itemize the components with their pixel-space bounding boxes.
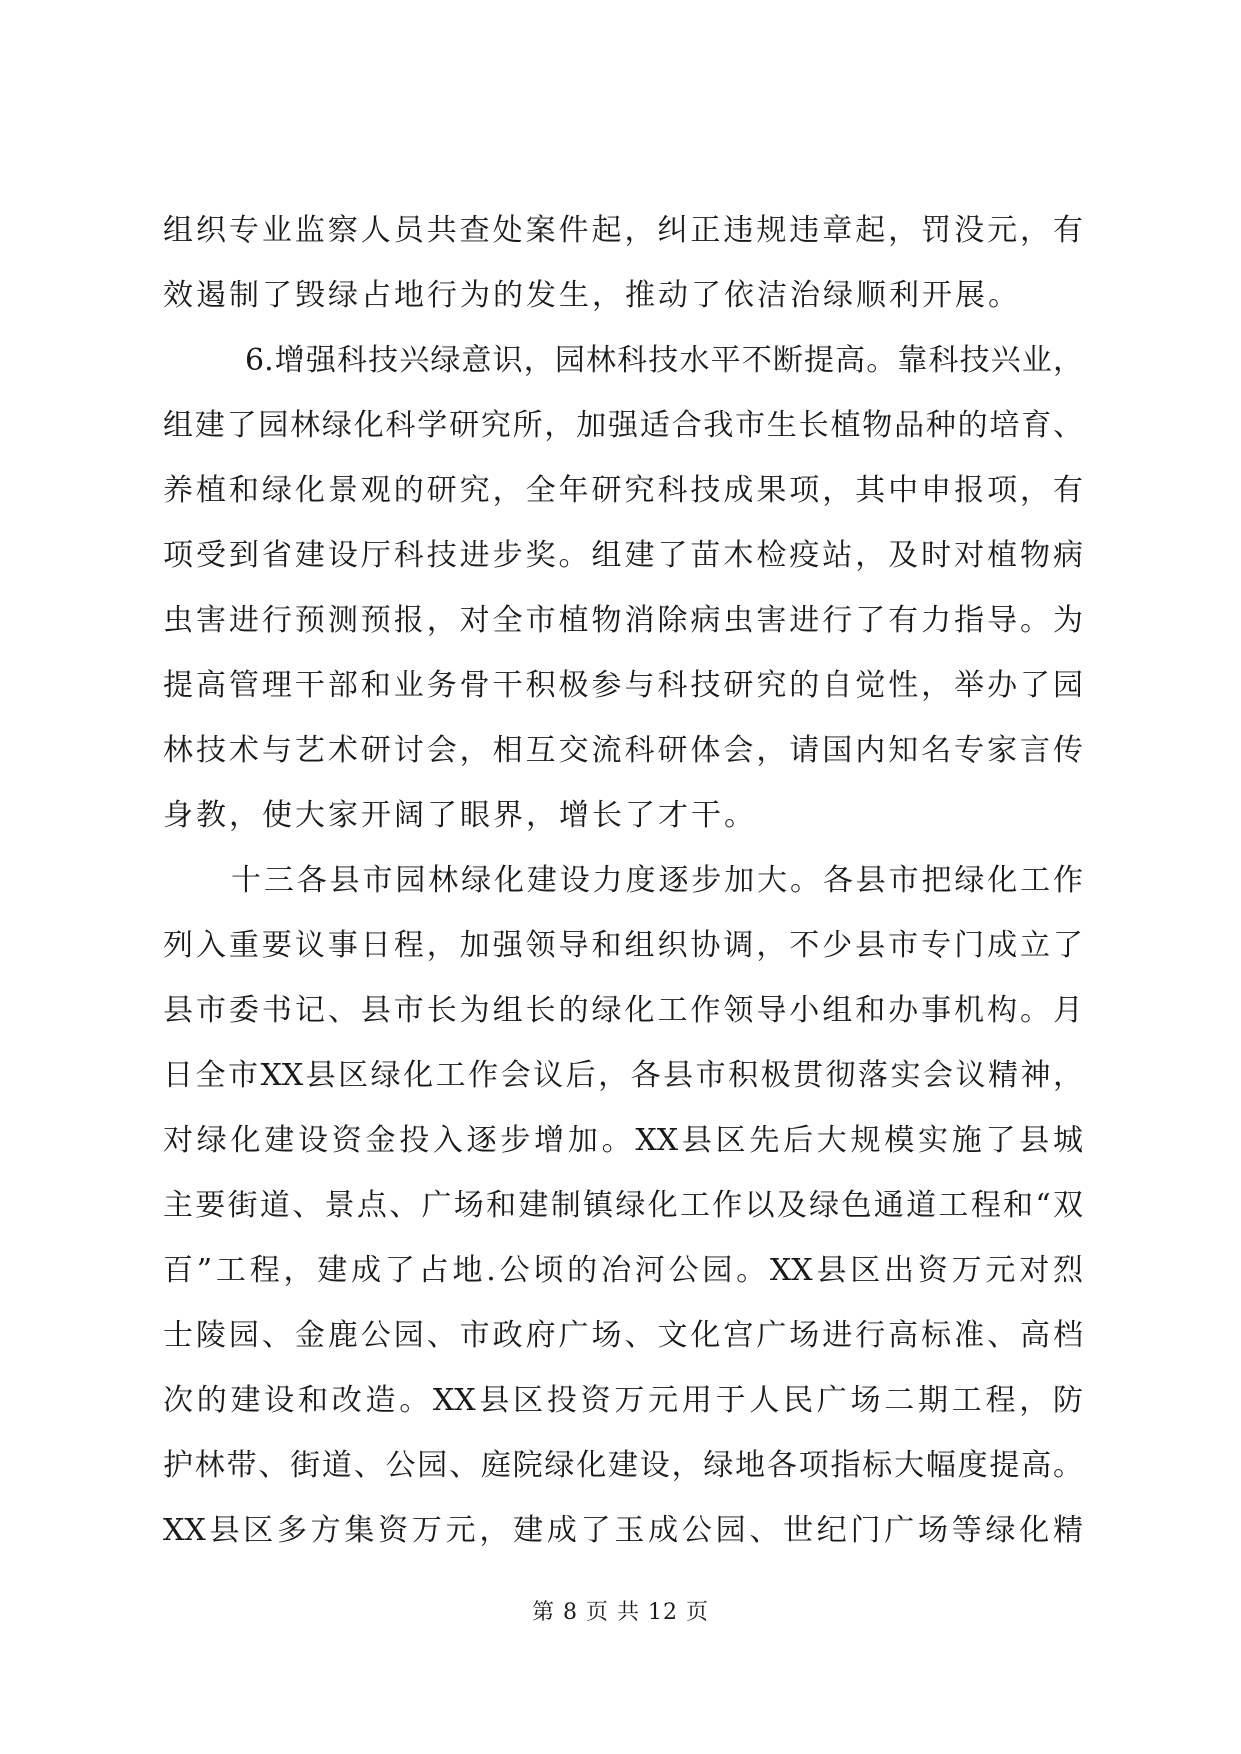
text-line: 百”工程，建成了占地.公顷的冶河公园。XX县区出资万元对烈	[163, 1253, 1083, 1288]
text-line: 组建了园林绿化科学研究所，加强适合我市生长植物品种的培育、	[163, 408, 1083, 443]
text-line: 养植和绿化景观的研究，全年研究科技成果项，其中申报项，有	[163, 473, 1083, 508]
text-line: 主要街道、景点、广场和建制镇绿化工作以及绿色通道工程和“双	[163, 1188, 1083, 1223]
text-line: 对绿化建设资金投入逐步增加。XX县区先后大规模实施了县城	[163, 1123, 1083, 1158]
text-line: 列入重要议事日程，加强领导和组织协调，不少县市专门成立了	[163, 928, 1083, 963]
text-line: 效遏制了毁绿占地行为的发生，推动了依洁治绿顺利开展。	[163, 278, 1021, 313]
text-line: 林技术与艺术研讨会，相互交流科研体会，请国内知名专家言传	[163, 733, 1083, 768]
text-line: 次的建设和改造。XX县区投资万元用于人民广场二期工程，防	[163, 1383, 1083, 1418]
text-line: 护林带、街道、公园、庭院绿化建设，绿地各项指标大幅度提高。	[163, 1448, 1083, 1483]
text-line: 6.增强科技兴绿意识，园林科技水平不断提高。靠科技兴业，	[245, 343, 1083, 378]
text-line: XX县区多方集资万元，建成了玉成公园、世纪门广场等绿化精	[163, 1513, 1083, 1548]
text-line: 组织专业监察人员共查处案件起，纠正违规违章起，罚没元，有	[163, 213, 1083, 248]
body-text	[163, 198, 1083, 1563]
text-line: 十三各县市园林绿化建设力度逐步加大。各县市把绿化工作	[231, 863, 1083, 898]
text-line: 县市委书记、县市长为组长的绿化工作领导小组和办事机构。月	[163, 993, 1083, 1028]
text-line: 提高管理干部和业务骨干积极参与科技研究的自觉性，举办了园	[163, 668, 1083, 703]
text-line: 士陵园、金鹿公园、市政府广场、文化宫广场进行高标准、高档	[163, 1318, 1083, 1353]
text-line: 项受到省建设厅科技进步奖。组建了苗木检疫站，及时对植物病	[163, 538, 1083, 573]
page-number-footer: 第 8 页 共 12 页	[532, 1600, 709, 1625]
text-line: 虫害进行预测预报，对全市植物消除病虫害进行了有力指导。为	[163, 603, 1083, 638]
text-line: 身教，使大家开阔了眼界，增长了才干。	[163, 798, 757, 833]
text-line: 日全市XX县区绿化工作会议后，各县市积极贯彻落实会议精神，	[163, 1058, 1083, 1093]
